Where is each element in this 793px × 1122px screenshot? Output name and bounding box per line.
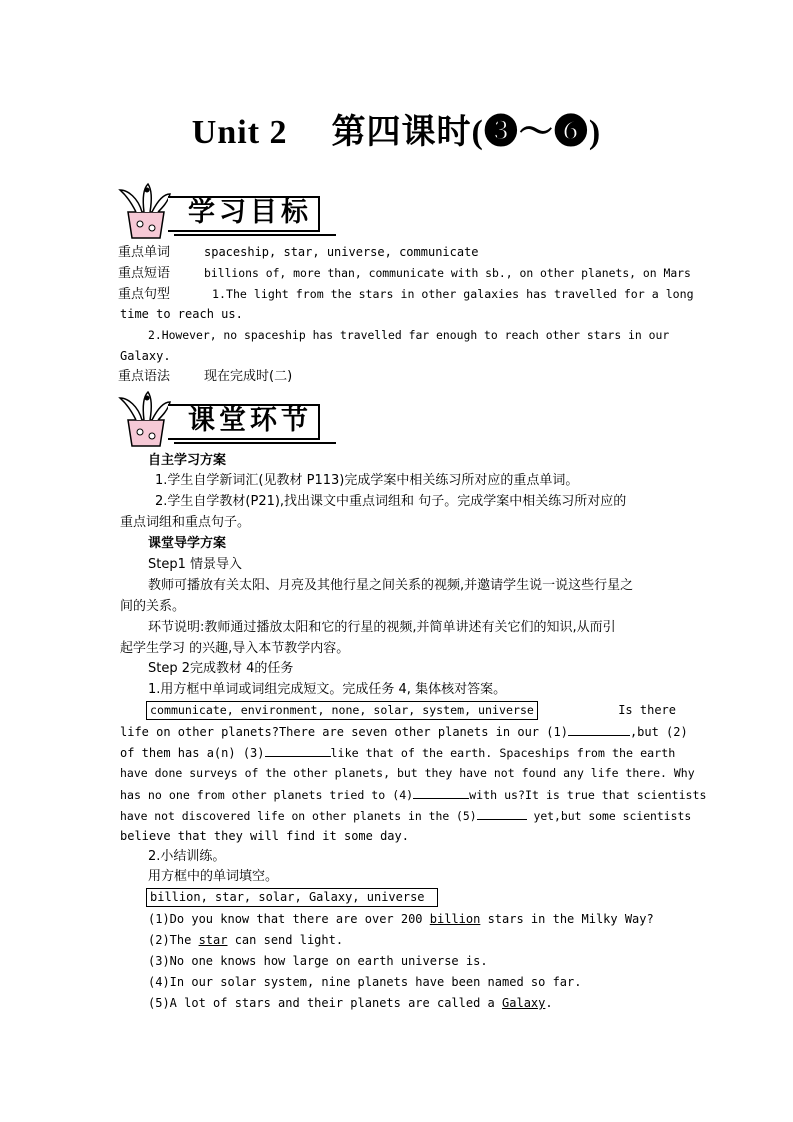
key-grammar-row (118, 368, 292, 386)
key-phrases: billions of, more than, communicate with sb., on other planets, on Mars (204, 266, 691, 280)
passage-line-5: have not discovered life on other planets in the (5) yet,but some scientists (120, 806, 691, 825)
passage-line-4: has no one from other planets tried to (4) with us?It is true that scientists (120, 785, 707, 804)
passage-start: Is there (618, 703, 676, 717)
step1-text-cont: 间的关系。 (120, 599, 186, 614)
key-sentence-2: 2.However, no spaceship has travelled far enough to reach other stars in our (148, 328, 670, 342)
word-box-1: communicate, environment, none, solar, system, universe (146, 701, 538, 720)
passage-line-1: life on other planets?There are seven other planets in our (1) ,but (2) (120, 722, 675, 741)
step1-note-cont: 起学生学习 的兴趣,导入本节教学内容。 (120, 641, 350, 656)
title-unit: Unit 2 (191, 114, 288, 151)
key-sentence-1: 1.The light from the stars in other galaxies has travelled for a long (212, 287, 694, 301)
passage-line-6: believe that they will find it some day. (120, 829, 409, 843)
answer-1: billion (429, 912, 481, 926)
key-sentences-label: 重点句型 (118, 287, 171, 302)
word-box-2-row (146, 888, 438, 907)
self-study-item-1: 1.学生自学新词汇(见教材 P113)完成学案中相关练习所对应的重点单词。 (155, 473, 579, 488)
learning-goals-heading: 学习目标 (188, 197, 312, 228)
key-words-label: 重点单词 (118, 245, 171, 260)
exercise-2: (2)The star can send light. (148, 933, 344, 947)
blank-3[interactable] (265, 743, 331, 757)
blank-5[interactable] (477, 806, 527, 820)
key-grammar-label: 重点语法 (118, 369, 171, 384)
step1-title: Step1 情景导入 (148, 557, 243, 572)
word-box-1-row (146, 701, 676, 720)
passage-line-2: of them has a(n) (3) like that of the earth. Spaceships from the earth (120, 743, 675, 762)
task2-instruction: 用方框中的单词填空。 (148, 869, 279, 884)
word-box-2: billion, star, solar, Galaxy, universe (146, 888, 438, 907)
blank-4[interactable] (413, 785, 469, 799)
title-lesson: 第四课时(❸～❻) (331, 114, 602, 151)
page-title (0, 104, 793, 153)
guided-study-heading: 课堂导学方案 (148, 536, 227, 551)
task2-title: 2.小结训练。 (148, 849, 226, 864)
class-section-heading: 课堂环节 (188, 405, 312, 436)
answer-5: Galaxy (502, 996, 546, 1010)
self-study-item-2: 2.学生自学教材(P21),找出课文中重点词组和 句子。完成学案中相关练习所对应的 (155, 494, 627, 509)
key-words-row (118, 243, 479, 262)
self-study-heading: 自主学习方案 (148, 453, 227, 468)
key-sentence-1-cont: time to reach us. (120, 307, 243, 321)
class-section-banner (118, 390, 343, 450)
exercise-3: (3)No one knows how large on earth universe is. (148, 954, 488, 968)
task1-instruction: 1.用方框中单词或词组完成短文。完成任务 4, 集体核对答案。 (148, 682, 507, 697)
exercise-5: (5)A lot of stars and their planets are called a Galaxy. (148, 996, 553, 1010)
step2-title: Step 2完成教材 4的任务 (148, 661, 294, 676)
self-study-item-2-cont: 重点词组和重点句子。 (120, 515, 251, 530)
key-sentence-2-cont: Galaxy. (120, 349, 171, 363)
key-grammar: 现在完成时(二) (204, 369, 293, 384)
exercise-1: (1)Do you know that there are over 200 billion stars in the Milky Way? (148, 912, 654, 926)
passage-line-3: have done surveys of the other planets, but they have not found any life there. Why (120, 766, 695, 780)
step1-note: 环节说明:教师通过播放太阳和它的行星的视频,并简单讲述有关它们的知识,从而引 (148, 620, 616, 635)
answer-2: star (198, 933, 228, 947)
exercise-4: (4)In our solar system, nine planets have been named so far. (148, 975, 582, 989)
blank-1[interactable] (568, 722, 630, 736)
learning-goals-banner (118, 182, 343, 242)
key-phrases-row (118, 264, 691, 283)
key-sentences-row (118, 285, 694, 304)
step1-text: 教师可播放有关太阳、月亮及其他行星之间关系的视频,并邀请学生说一说这些行星之 (148, 578, 634, 593)
key-phrases-label: 重点短语 (118, 266, 171, 281)
key-words: spaceship, star, universe, communicate (204, 245, 479, 259)
